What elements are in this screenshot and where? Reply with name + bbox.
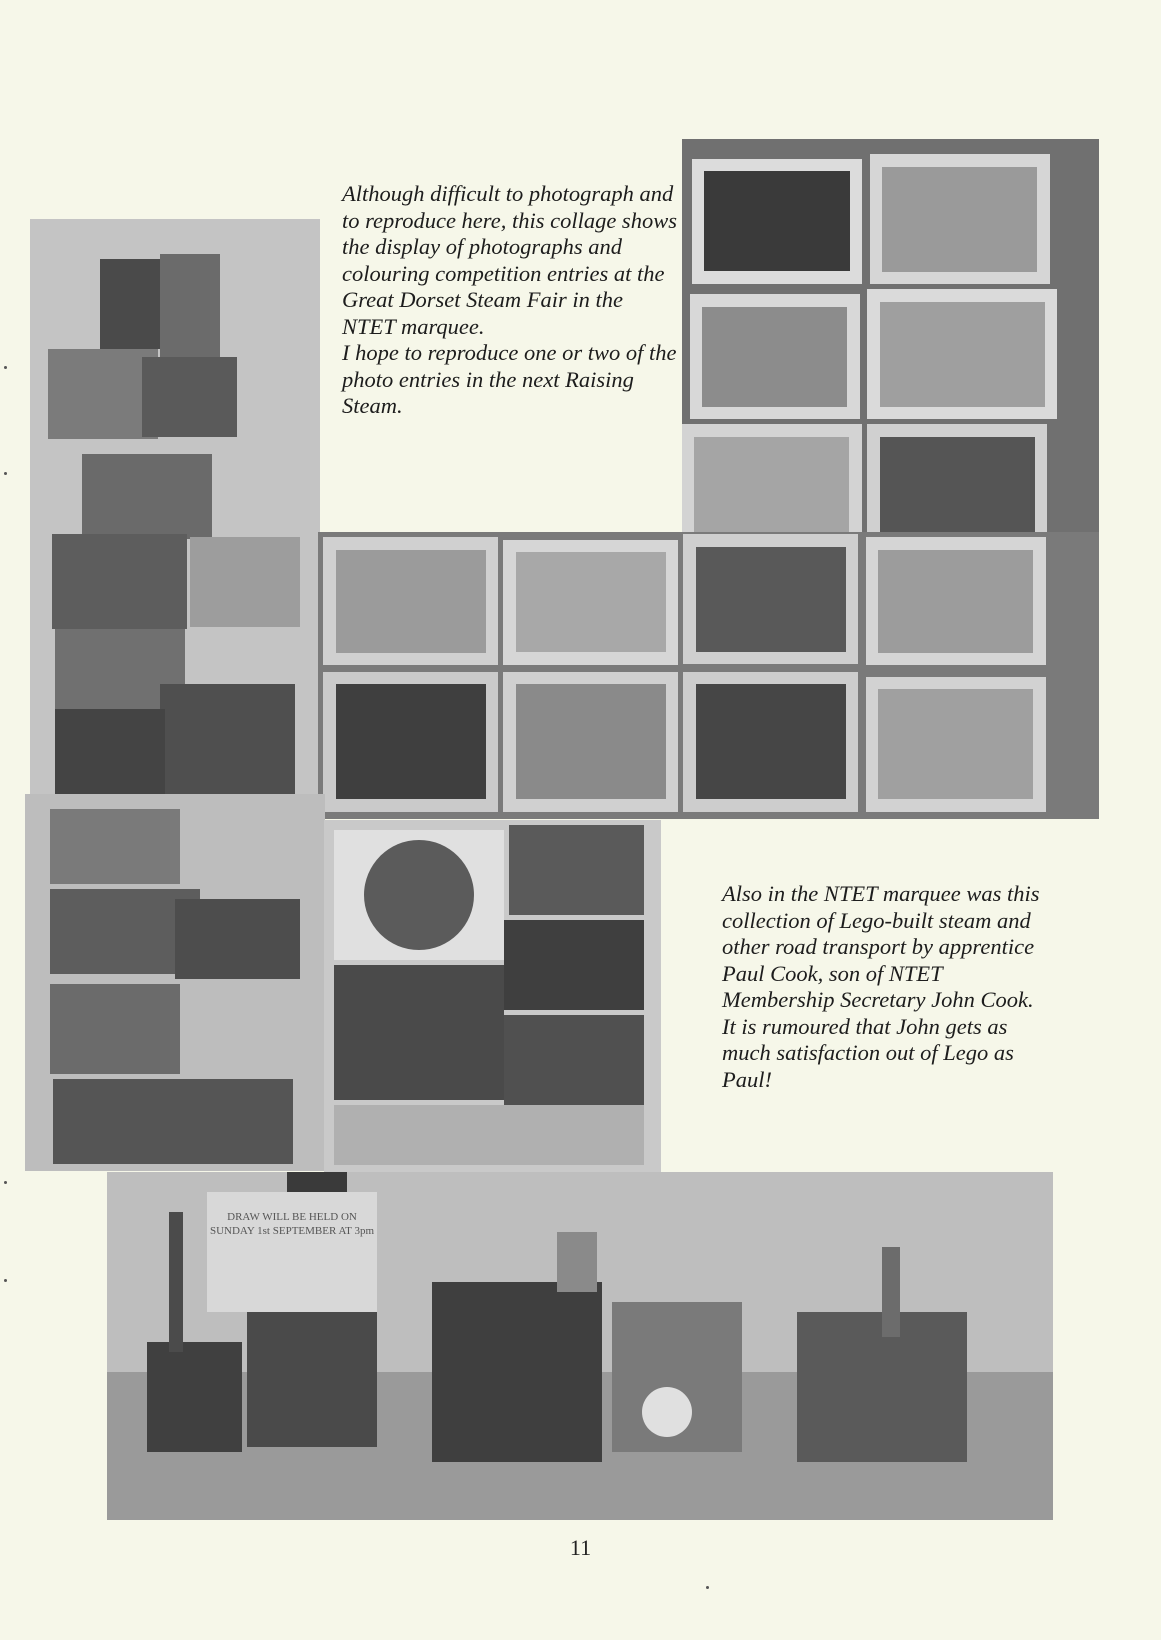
colouring-entries-lower-photo <box>318 532 1099 819</box>
margin-speck <box>4 472 7 475</box>
margin-speck <box>4 1181 7 1184</box>
photo-entries-lower-left-image <box>25 794 325 1171</box>
lego-models-photo <box>107 1172 1053 1520</box>
collage-caption <box>342 181 677 420</box>
margin-speck <box>4 1279 7 1282</box>
page-number: 11 <box>569 1535 592 1560</box>
photo-entries-board-image <box>30 219 320 794</box>
margin-speck <box>4 366 7 369</box>
lego-caption <box>722 881 1052 1093</box>
collage-caption-paragraph-2: I hope to reproduce one or two of the photo entries in the next Raising Steam. <box>342 340 677 418</box>
colouring-entries-photo <box>682 139 1099 544</box>
lego-caption-text: Also in the NTET marquee was this collection of Lego-built steam and other road transport by apprentice Paul Cook, son of NTET Membership Secretary John Cook. It is rumoured that John gets as much satisfaction out of Lego as Paul! <box>722 881 1040 1092</box>
collage-caption-paragraph-1: Although difficult to photograph and to reproduce here, this collage shows the display of photographs and colouring competition entries at the Great Dorset Steam Fair in the NTET marquee. <box>342 181 677 339</box>
draw-notice-sign-text: DRAW WILL BE HELD ON SUNDAY 1st SEPTEMBER AT 3pm <box>209 1211 375 1237</box>
photo-entries-lower-middle-image <box>324 820 661 1172</box>
colouring-entries-lower-image <box>318 532 1099 819</box>
photo-entries-board-photo <box>30 219 320 794</box>
photo-entries-lower-left-photo <box>25 794 325 1171</box>
photo-entries-lower-middle-photo <box>324 820 661 1172</box>
colouring-entries-image <box>682 139 1099 544</box>
margin-speck <box>706 1586 709 1589</box>
draw-notice-sign <box>207 1192 377 1312</box>
